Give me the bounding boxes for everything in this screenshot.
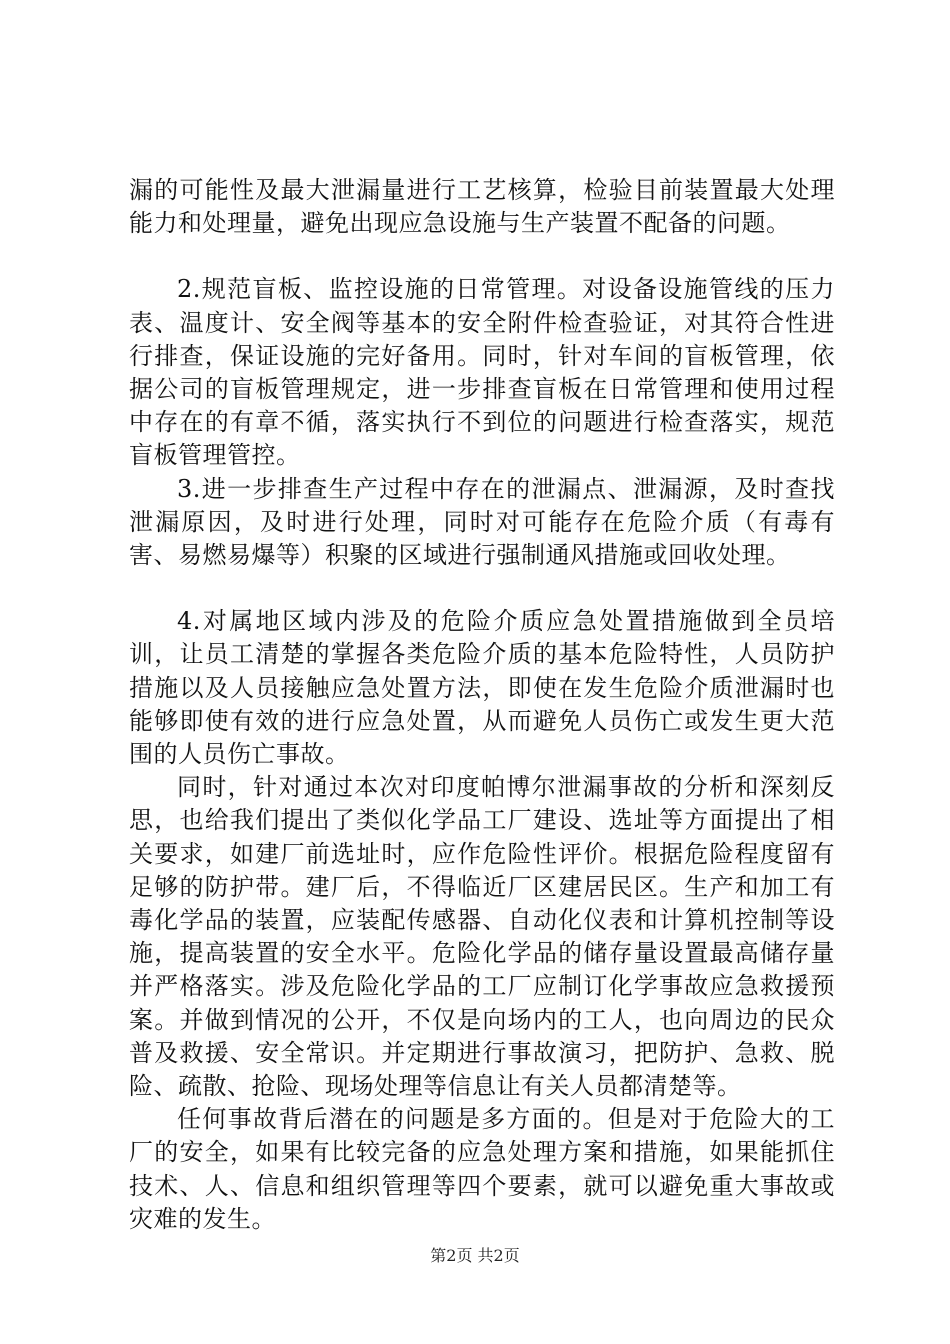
paragraph-item-2: 2.规范盲板、监控设施的日常管理。对设备设施管线的压力表、温度计、安全阀等基本的安全附件检查验证，对其符合性进行排查，保证设施的完好备用。同时，针对车间的盲板管理，依据公司的盲板管理规定，进一步排查盲板在日常管理和使用过程中存在的有章不循，落实执行不到位的问题进行检查落实，规范盲板管理管控。 [129,275,835,470]
page-number-footer: 第2页 共2页 [430,1246,520,1265]
paragraph-item-3: 3.进一步排查生产过程中存在的泄漏点、泄漏源，及时查找泄漏原因，及时进行处理，同时对可能存在危险介质（有毒有害、易燃易爆等）积聚的区域进行强制通风措施或回收处理。 [129,474,835,570]
document-body [129,174,835,1236]
paragraph-reflection: 同时，针对通过本次对印度帕博尔泄漏事故的分析和深刻反思，也给我们提出了类似化学品工厂建设、选址等方面提出了相关要求，如建厂前选址时，应作危险性评价。根据危险程度留有足够的防护带。建厂后，不得临近厂区建居民区。生产和加工有毒化学品的装置，应装配传感器、自动化仪表和计算机控制等设施，提高装置的安全水平。危险化学品的储存量设置最高储存量并严格落实。涉及危险化学品的工厂应制订化学事故应急救援预案。并做到情况的公开，不仅是向场内的工人，也向周边的民众普及救援、安全常识。并定期进行事故演习，把防护、急救、脱险、疏散、抢险、现场处理等信息让有关人员都清楚等。 [129,773,835,1101]
paragraph-continuation: 漏的可能性及最大泄漏量进行工艺核算，检验目前装置最大处理能力和处理量，避免出现应急设施与生产装置不配备的问题。 [129,176,835,238]
paragraph-conclusion: 任何事故背后潜在的问题是多方面的。但是对于危险大的工厂的安全，如果有比较完备的应急处理方案和措施，如果能抓住技术、人、信息和组织管理等四个要素，就可以避免重大事故或灾难的发生。 [129,1105,835,1233]
paragraph-item-4: 4.对属地区域内涉及的危险介质应急处置措施做到全员培训，让员工清楚的掌握各类危险介质的基本危险特性，人员防护措施以及人员接触应急处置方法，即使在发生危险介质泄漏时也能够即使有效的进行应急处置，从而避免人员伤亡或发生更大范围的人员伤亡事故。 [129,607,835,769]
